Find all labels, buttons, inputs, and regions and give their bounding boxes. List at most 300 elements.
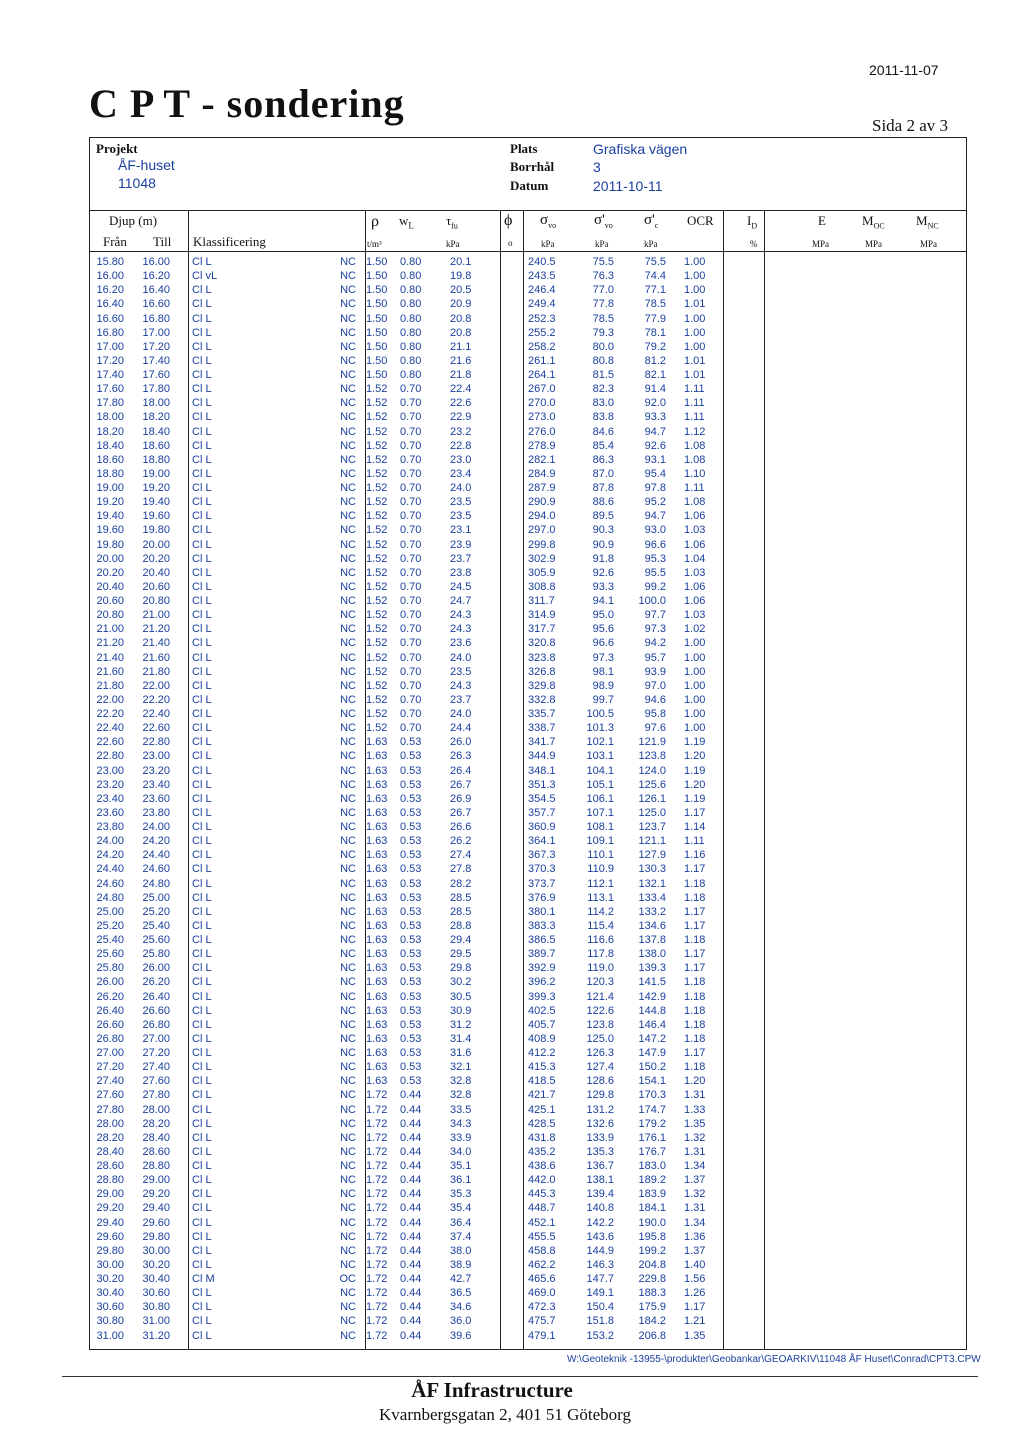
cell-effective-stress: 114.2: [587, 905, 614, 918]
cell-effective-stress: 110.1: [587, 849, 614, 862]
cell-shear-strength: 29.4: [450, 934, 472, 946]
cell-depth-to: 22.20: [142, 693, 170, 706]
cell-depth-to: 29.00: [142, 1174, 170, 1187]
cell-ocr: 1.20: [684, 778, 706, 791]
cell-depth-from: 20.00: [96, 552, 124, 565]
cell-preconsolidation-pressure: 184.2: [638, 1315, 666, 1328]
cell-total-stress: 435.2: [528, 1145, 556, 1158]
cell-shear-strength: 36.4: [450, 1216, 472, 1229]
cell-classification: Cl L: [192, 1075, 212, 1088]
table-row: [90, 905, 966, 919]
cell-consolidation-state: NC: [340, 891, 356, 904]
cell-total-stress: 445.3: [528, 1188, 556, 1201]
cell-ocr: 1.03: [684, 524, 706, 537]
table-row: [90, 1046, 966, 1060]
cell-ocr: 1.40: [684, 1258, 706, 1271]
cell-classification: Cl L: [192, 538, 212, 551]
cell-depth-to: 16.40: [142, 284, 170, 297]
cell-total-stress: 302.9: [528, 552, 556, 565]
cell-depth-to: 24.40: [142, 849, 170, 862]
cell-classification: Cl L: [192, 750, 212, 763]
cell-density: 1.52: [366, 496, 388, 509]
cell-effective-stress: 95.0: [592, 609, 614, 622]
cell-total-stress: 370.3: [528, 863, 556, 876]
cell-classification: Cl L: [192, 1117, 212, 1130]
cell-effective-stress: 127.4: [586, 1061, 614, 1074]
cell-shear-strength: 27.8: [450, 863, 472, 876]
cell-shear-strength: 24.0: [450, 651, 472, 664]
cell-depth-to: 25.20: [142, 905, 170, 918]
cell-consolidation-state: NC: [340, 552, 356, 565]
cell-consolidation-state: NC: [340, 1230, 356, 1243]
cell-ocr: 1.19: [684, 736, 706, 749]
cell-depth-to: 22.40: [142, 708, 170, 720]
cell-consolidation-state: NC: [340, 1075, 356, 1088]
cell-classification: Cl L: [192, 637, 212, 650]
cell-total-stress: 261.1: [528, 354, 556, 367]
cell-depth-to: 28.00: [142, 1103, 170, 1116]
cell-depth-to: 21.00: [142, 609, 170, 622]
cell-density: 1.63: [366, 891, 388, 904]
cell-liquid-limit: 0.53: [400, 849, 422, 862]
cell-ocr: 1.00: [684, 693, 706, 706]
cell-shear-strength: 31.4: [450, 1032, 472, 1045]
cell-shear-strength: 26.7: [450, 778, 472, 791]
cell-shear-strength: 42.7: [450, 1273, 472, 1285]
cell-classification: Cl L: [192, 736, 212, 749]
cell-classification: Cl L: [192, 778, 212, 791]
table-row: [90, 1187, 966, 1201]
cell-ocr: 1.20: [684, 750, 706, 763]
cell-liquid-limit: 0.44: [400, 1131, 422, 1144]
cell-depth-from: 31.00: [96, 1329, 124, 1342]
cell-preconsolidation-pressure: 95.5: [644, 566, 666, 579]
cell-density: 1.72: [366, 1287, 388, 1300]
cell-total-stress: 389.7: [528, 948, 556, 961]
cell-depth-from: 29.00: [96, 1188, 124, 1201]
cell-liquid-limit: 0.53: [400, 778, 422, 791]
cell-liquid-limit: 0.53: [400, 1061, 422, 1074]
cell-consolidation-state: NC: [340, 835, 356, 848]
cell-total-stress: 332.8: [528, 693, 556, 706]
cell-classification: Cl L: [192, 990, 212, 1003]
table-row: [90, 975, 966, 989]
cell-consolidation-state: NC: [340, 1315, 356, 1328]
cell-classification: Cl L: [192, 1061, 212, 1074]
col-unit-rho: t/m³: [367, 239, 382, 249]
col-unit-moc: MPa: [865, 239, 883, 249]
cell-effective-stress: 129.8: [586, 1089, 614, 1102]
cell-shear-strength: 29.5: [450, 948, 472, 961]
cell-classification: Cl L: [192, 877, 212, 890]
cell-ocr: 1.08: [684, 439, 706, 452]
cell-liquid-limit: 0.70: [400, 538, 422, 551]
cell-depth-to: 25.00: [142, 891, 170, 904]
cell-depth-to: 30.00: [142, 1244, 170, 1257]
cell-density: 1.72: [366, 1145, 388, 1158]
cell-density: 1.50: [366, 298, 388, 311]
cell-density: 1.52: [366, 693, 388, 706]
col-header-till: Till: [153, 234, 172, 249]
cell-depth-from: 19.20: [96, 496, 124, 509]
cell-shear-strength: 22.6: [450, 397, 472, 410]
cell-consolidation-state: NC: [340, 623, 356, 636]
cell-density: 1.72: [366, 1131, 388, 1144]
cell-depth-to: 21.20: [142, 623, 170, 636]
cell-depth-from: 25.20: [96, 919, 124, 932]
cell-total-stress: 240.5: [528, 256, 556, 268]
cell-ocr: 1.35: [684, 1329, 706, 1342]
table-row: [90, 552, 966, 566]
cell-total-stress: 351.3: [528, 778, 556, 791]
cell-preconsolidation-pressure: 121.1: [638, 835, 666, 848]
cell-depth-from: 16.60: [96, 312, 124, 325]
cell-effective-stress: 104.1: [586, 764, 614, 777]
cell-liquid-limit: 0.70: [400, 439, 422, 452]
cell-consolidation-state: NC: [340, 665, 356, 678]
cell-consolidation-state: NC: [340, 298, 356, 311]
cell-preconsolidation-pressure: 97.3: [644, 623, 666, 636]
company-name: ÅF Infrastructure: [411, 1378, 573, 1402]
cell-total-stress: 311.7: [528, 595, 555, 607]
table-row: [90, 665, 966, 679]
table-row: [90, 891, 966, 905]
cell-consolidation-state: NC: [340, 1004, 356, 1017]
cell-shear-strength: 23.9: [450, 538, 472, 551]
cell-shear-strength: 20.1: [450, 256, 472, 268]
cell-total-stress: 354.5: [528, 792, 556, 805]
cell-shear-strength: 28.2: [450, 877, 472, 890]
cell-density: 1.72: [366, 1244, 388, 1257]
cell-total-stress: 458.8: [528, 1244, 556, 1257]
cell-effective-stress: 102.1: [586, 736, 614, 749]
cell-density: 1.52: [366, 623, 388, 636]
table-row: [90, 1117, 966, 1131]
cell-shear-strength: 23.1: [450, 524, 472, 537]
cell-shear-strength: 30.5: [450, 990, 472, 1003]
cell-ocr: 1.08: [684, 496, 706, 509]
col-header-wl: $w_L$: [399, 213, 414, 231]
cell-ocr: 1.00: [684, 340, 706, 353]
cell-shear-strength: 36.1: [450, 1174, 472, 1187]
cell-liquid-limit: 0.53: [400, 821, 422, 833]
table-row: [90, 1074, 966, 1088]
table-row: [90, 523, 966, 537]
cell-total-stress: 380.1: [528, 905, 556, 918]
cell-density: 1.72: [366, 1174, 388, 1187]
cell-density: 1.72: [366, 1117, 388, 1130]
cell-depth-from: 17.40: [96, 369, 124, 381]
cell-classification: Cl L: [192, 566, 212, 579]
cell-total-stress: 246.4: [528, 284, 556, 297]
cell-effective-stress: 123.8: [586, 1018, 614, 1031]
cell-effective-stress: 75.5: [592, 256, 614, 268]
cell-liquid-limit: 0.53: [400, 1032, 422, 1045]
cell-preconsolidation-pressure: 199.2: [638, 1244, 666, 1257]
cell-liquid-limit: 0.44: [400, 1160, 422, 1172]
cell-effective-stress: 110.9: [587, 863, 614, 876]
cell-effective-stress: 126.3: [586, 1047, 614, 1059]
cell-shear-strength: 35.1: [450, 1160, 472, 1172]
cell-depth-to: 17.60: [142, 369, 170, 381]
cell-ocr: 1.20: [684, 1075, 706, 1088]
project-label: Projekt: [96, 141, 138, 156]
cell-ocr: 1.21: [684, 1315, 706, 1328]
cell-preconsolidation-pressure: 93.1: [644, 453, 666, 466]
plats-label: Plats: [510, 141, 538, 156]
cell-classification: Cl L: [192, 369, 212, 381]
cell-classification: Cl L: [192, 482, 212, 494]
cell-preconsolidation-pressure: 179.2: [638, 1117, 666, 1130]
table-row: [90, 1018, 966, 1032]
cell-ocr: 1.31: [684, 1089, 706, 1102]
cell-depth-from: 23.00: [96, 764, 124, 777]
cell-preconsolidation-pressure: 174.7: [638, 1103, 666, 1116]
cell-depth-to: 25.40: [142, 919, 170, 932]
cell-shear-strength: 24.3: [450, 623, 472, 636]
cell-consolidation-state: NC: [340, 962, 356, 975]
cell-shear-strength: 27.4: [450, 849, 472, 862]
cell-depth-from: 19.00: [96, 482, 124, 494]
cell-consolidation-state: NC: [340, 453, 356, 466]
cell-classification: Cl L: [192, 425, 212, 438]
cell-consolidation-state: NC: [340, 990, 356, 1003]
cell-classification: Cl L: [192, 708, 212, 720]
cell-consolidation-state: NC: [340, 778, 356, 791]
cell-depth-from: 30.80: [96, 1315, 124, 1328]
cell-total-stress: 396.2: [528, 976, 556, 989]
cell-shear-strength: 32.1: [450, 1061, 472, 1074]
cell-shear-strength: 34.0: [450, 1145, 472, 1158]
cell-depth-to: 16.20: [142, 270, 170, 283]
cell-classification: Cl L: [192, 340, 212, 353]
cell-ocr: 1.11: [684, 411, 705, 424]
cell-depth-to: 30.60: [142, 1287, 170, 1300]
cell-preconsolidation-pressure: 75.5: [644, 256, 666, 268]
cell-liquid-limit: 0.70: [400, 665, 422, 678]
cell-effective-stress: 132.6: [586, 1117, 614, 1130]
cell-total-stress: 438.6: [528, 1160, 556, 1172]
cell-effective-stress: 135.3: [586, 1145, 614, 1158]
cell-classification: Cl L: [192, 849, 212, 862]
cell-preconsolidation-pressure: 81.2: [644, 354, 666, 367]
cell-depth-to: 18.60: [142, 439, 170, 452]
cell-classification: Cl L: [192, 1004, 212, 1017]
cell-shear-strength: 23.0: [450, 453, 472, 466]
cell-depth-from: 28.80: [96, 1174, 124, 1187]
cell-total-stress: 392.9: [528, 962, 556, 975]
cell-depth-from: 18.20: [96, 425, 124, 438]
table-row: [90, 820, 966, 834]
table-row: [90, 396, 966, 410]
cell-depth-to: 16.60: [142, 298, 170, 311]
cell-consolidation-state: NC: [340, 1117, 356, 1130]
cell-preconsolidation-pressure: 139.3: [638, 962, 666, 975]
cell-effective-stress: 90.9: [592, 538, 614, 551]
cell-shear-strength: 31.6: [450, 1047, 472, 1059]
cell-density: 1.50: [366, 340, 388, 353]
cell-effective-stress: 144.9: [586, 1244, 614, 1257]
cell-effective-stress: 136.7: [586, 1160, 614, 1172]
cell-consolidation-state: NC: [340, 849, 356, 862]
cell-consolidation-state: NC: [340, 736, 356, 749]
cell-density: 1.50: [366, 312, 388, 325]
table-row: [90, 947, 966, 961]
cell-ocr: 1.00: [684, 270, 706, 283]
table-row: [90, 495, 966, 509]
cell-total-stress: 479.1: [528, 1329, 556, 1342]
cell-consolidation-state: NC: [340, 919, 356, 932]
cell-shear-strength: 24.5: [450, 580, 472, 593]
cell-liquid-limit: 0.70: [400, 580, 422, 593]
file-path: W:\Geoteknik -13955-\produkter\Geobankar\GEOARKIV\11048 ÅF Huset\Conrad\CPT3.CPW: [567, 1354, 981, 1365]
table-row: [90, 990, 966, 1004]
cell-ocr: 1.18: [684, 934, 706, 946]
cell-shear-strength: 26.4: [450, 764, 472, 777]
cell-depth-from: 26.00: [96, 976, 124, 989]
cell-depth-to: 30.20: [142, 1258, 170, 1271]
cell-liquid-limit: 0.70: [400, 383, 422, 396]
cell-shear-strength: 32.8: [450, 1089, 472, 1102]
col-header-sigma-c: $\sigma'_c$: [644, 212, 659, 230]
cell-total-stress: 273.0: [528, 411, 556, 424]
cell-effective-stress: 85.4: [592, 439, 614, 452]
table-row: [90, 848, 966, 862]
cell-effective-stress: 99.7: [592, 693, 614, 706]
cell-shear-strength: 21.8: [450, 369, 472, 381]
cell-density: 1.52: [366, 397, 388, 410]
table-row: [90, 877, 966, 891]
cell-density: 1.63: [366, 764, 388, 777]
table-row: [90, 1173, 966, 1187]
col-header-moc: $M_{OC}$: [862, 213, 885, 231]
cell-classification: Cl L: [192, 439, 212, 452]
cell-consolidation-state: NC: [340, 679, 356, 692]
cell-total-stress: 475.7: [528, 1315, 556, 1328]
cell-total-stress: 405.7: [528, 1018, 556, 1031]
cell-liquid-limit: 0.53: [400, 1047, 422, 1059]
cell-classification: Cl L: [192, 1103, 212, 1116]
cell-ocr: 1.14: [684, 821, 706, 833]
cell-depth-to: 30.40: [142, 1273, 170, 1285]
table-row: [90, 410, 966, 424]
cell-ocr: 1.00: [684, 326, 706, 339]
report-date: 2011-11-07: [869, 62, 939, 78]
cell-shear-strength: 26.2: [450, 835, 472, 848]
cell-density: 1.72: [366, 1188, 388, 1201]
cell-density: 1.63: [366, 877, 388, 890]
cell-effective-stress: 125.0: [586, 1032, 614, 1045]
cell-liquid-limit: 0.70: [400, 623, 422, 636]
cell-preconsolidation-pressure: 94.2: [644, 637, 666, 650]
cell-depth-to: 23.80: [142, 806, 170, 819]
cell-shear-strength: 38.0: [450, 1244, 472, 1257]
cell-ocr: 1.31: [684, 1202, 706, 1215]
cell-density: 1.52: [366, 679, 388, 692]
cell-consolidation-state: NC: [340, 821, 356, 833]
cell-consolidation-state: NC: [340, 1131, 356, 1144]
cell-depth-from: 22.80: [96, 750, 124, 763]
cell-total-stress: 469.0: [528, 1287, 556, 1300]
cell-density: 1.52: [366, 411, 388, 424]
cell-density: 1.52: [366, 665, 388, 678]
cell-classification: Cl L: [192, 1188, 212, 1201]
cell-density: 1.52: [366, 510, 388, 523]
cell-liquid-limit: 0.53: [400, 891, 422, 904]
cell-preconsolidation-pressure: 125.0: [638, 806, 666, 819]
cell-density: 1.63: [366, 1004, 388, 1017]
cell-consolidation-state: NC: [340, 580, 356, 593]
cell-classification: Cl L: [192, 411, 212, 424]
cell-consolidation-state: NC: [340, 877, 356, 890]
cell-effective-stress: 146.3: [586, 1258, 614, 1271]
cell-consolidation-state: NC: [340, 439, 356, 452]
cell-shear-strength: 24.0: [450, 482, 472, 494]
cell-consolidation-state: NC: [340, 708, 356, 720]
cell-effective-stress: 109.1: [586, 835, 614, 848]
page-number: Sida 2 av 3: [872, 116, 949, 135]
cell-depth-from: 25.00: [96, 905, 124, 918]
cell-liquid-limit: 0.80: [400, 326, 422, 339]
cell-shear-strength: 32.8: [450, 1075, 472, 1088]
cell-shear-strength: 34.6: [450, 1301, 472, 1314]
cell-shear-strength: 33.5: [450, 1103, 472, 1116]
col-unit-e: MPa: [812, 239, 830, 249]
table-row: [90, 354, 966, 368]
cell-ocr: 1.00: [684, 312, 706, 325]
cell-depth-to: 28.60: [142, 1145, 170, 1158]
cell-depth-to: 26.60: [142, 1004, 170, 1017]
cell-effective-stress: 131.2: [586, 1103, 614, 1116]
cell-depth-to: 26.80: [142, 1018, 170, 1031]
cell-depth-from: 21.60: [96, 665, 124, 678]
cell-depth-from: 30.40: [96, 1287, 124, 1300]
cell-classification: Cl L: [192, 256, 212, 268]
cell-preconsolidation-pressure: 77.1: [644, 284, 666, 297]
cell-depth-from: 23.40: [96, 792, 124, 805]
cell-preconsolidation-pressure: 134.6: [638, 919, 666, 932]
cell-liquid-limit: 0.70: [400, 411, 422, 424]
cell-depth-to: 30.80: [142, 1301, 170, 1314]
cell-total-stress: 428.5: [528, 1117, 556, 1130]
cell-depth-from: 16.40: [96, 298, 124, 311]
cell-depth-to: 18.80: [142, 453, 170, 466]
cell-depth-to: 19.60: [142, 510, 170, 523]
table-row: [90, 255, 966, 269]
table-row: [90, 439, 966, 453]
cell-classification: Cl L: [192, 821, 212, 833]
cell-depth-to: 27.00: [142, 1032, 170, 1045]
cell-effective-stress: 138.1: [586, 1174, 614, 1187]
cell-preconsolidation-pressure: 97.8: [644, 482, 666, 494]
cell-depth-from: 24.80: [96, 891, 124, 904]
cell-ocr: 1.11: [684, 397, 705, 410]
cell-depth-to: 29.40: [142, 1202, 170, 1215]
cell-density: 1.63: [366, 792, 388, 805]
cell-shear-strength: 35.3: [450, 1188, 472, 1201]
cell-density: 1.63: [366, 962, 388, 975]
page-title: C P T - sondering: [89, 81, 405, 126]
cell-total-stress: 294.0: [528, 510, 556, 523]
cell-depth-from: 27.20: [96, 1061, 124, 1074]
cell-total-stress: 335.7: [528, 708, 556, 720]
cell-depth-from: 20.40: [96, 580, 124, 593]
cell-effective-stress: 113.1: [587, 891, 614, 904]
cell-liquid-limit: 0.44: [400, 1230, 422, 1243]
cell-depth-from: 23.20: [96, 778, 124, 791]
table-row: [90, 312, 966, 326]
table-row: [90, 1272, 966, 1286]
